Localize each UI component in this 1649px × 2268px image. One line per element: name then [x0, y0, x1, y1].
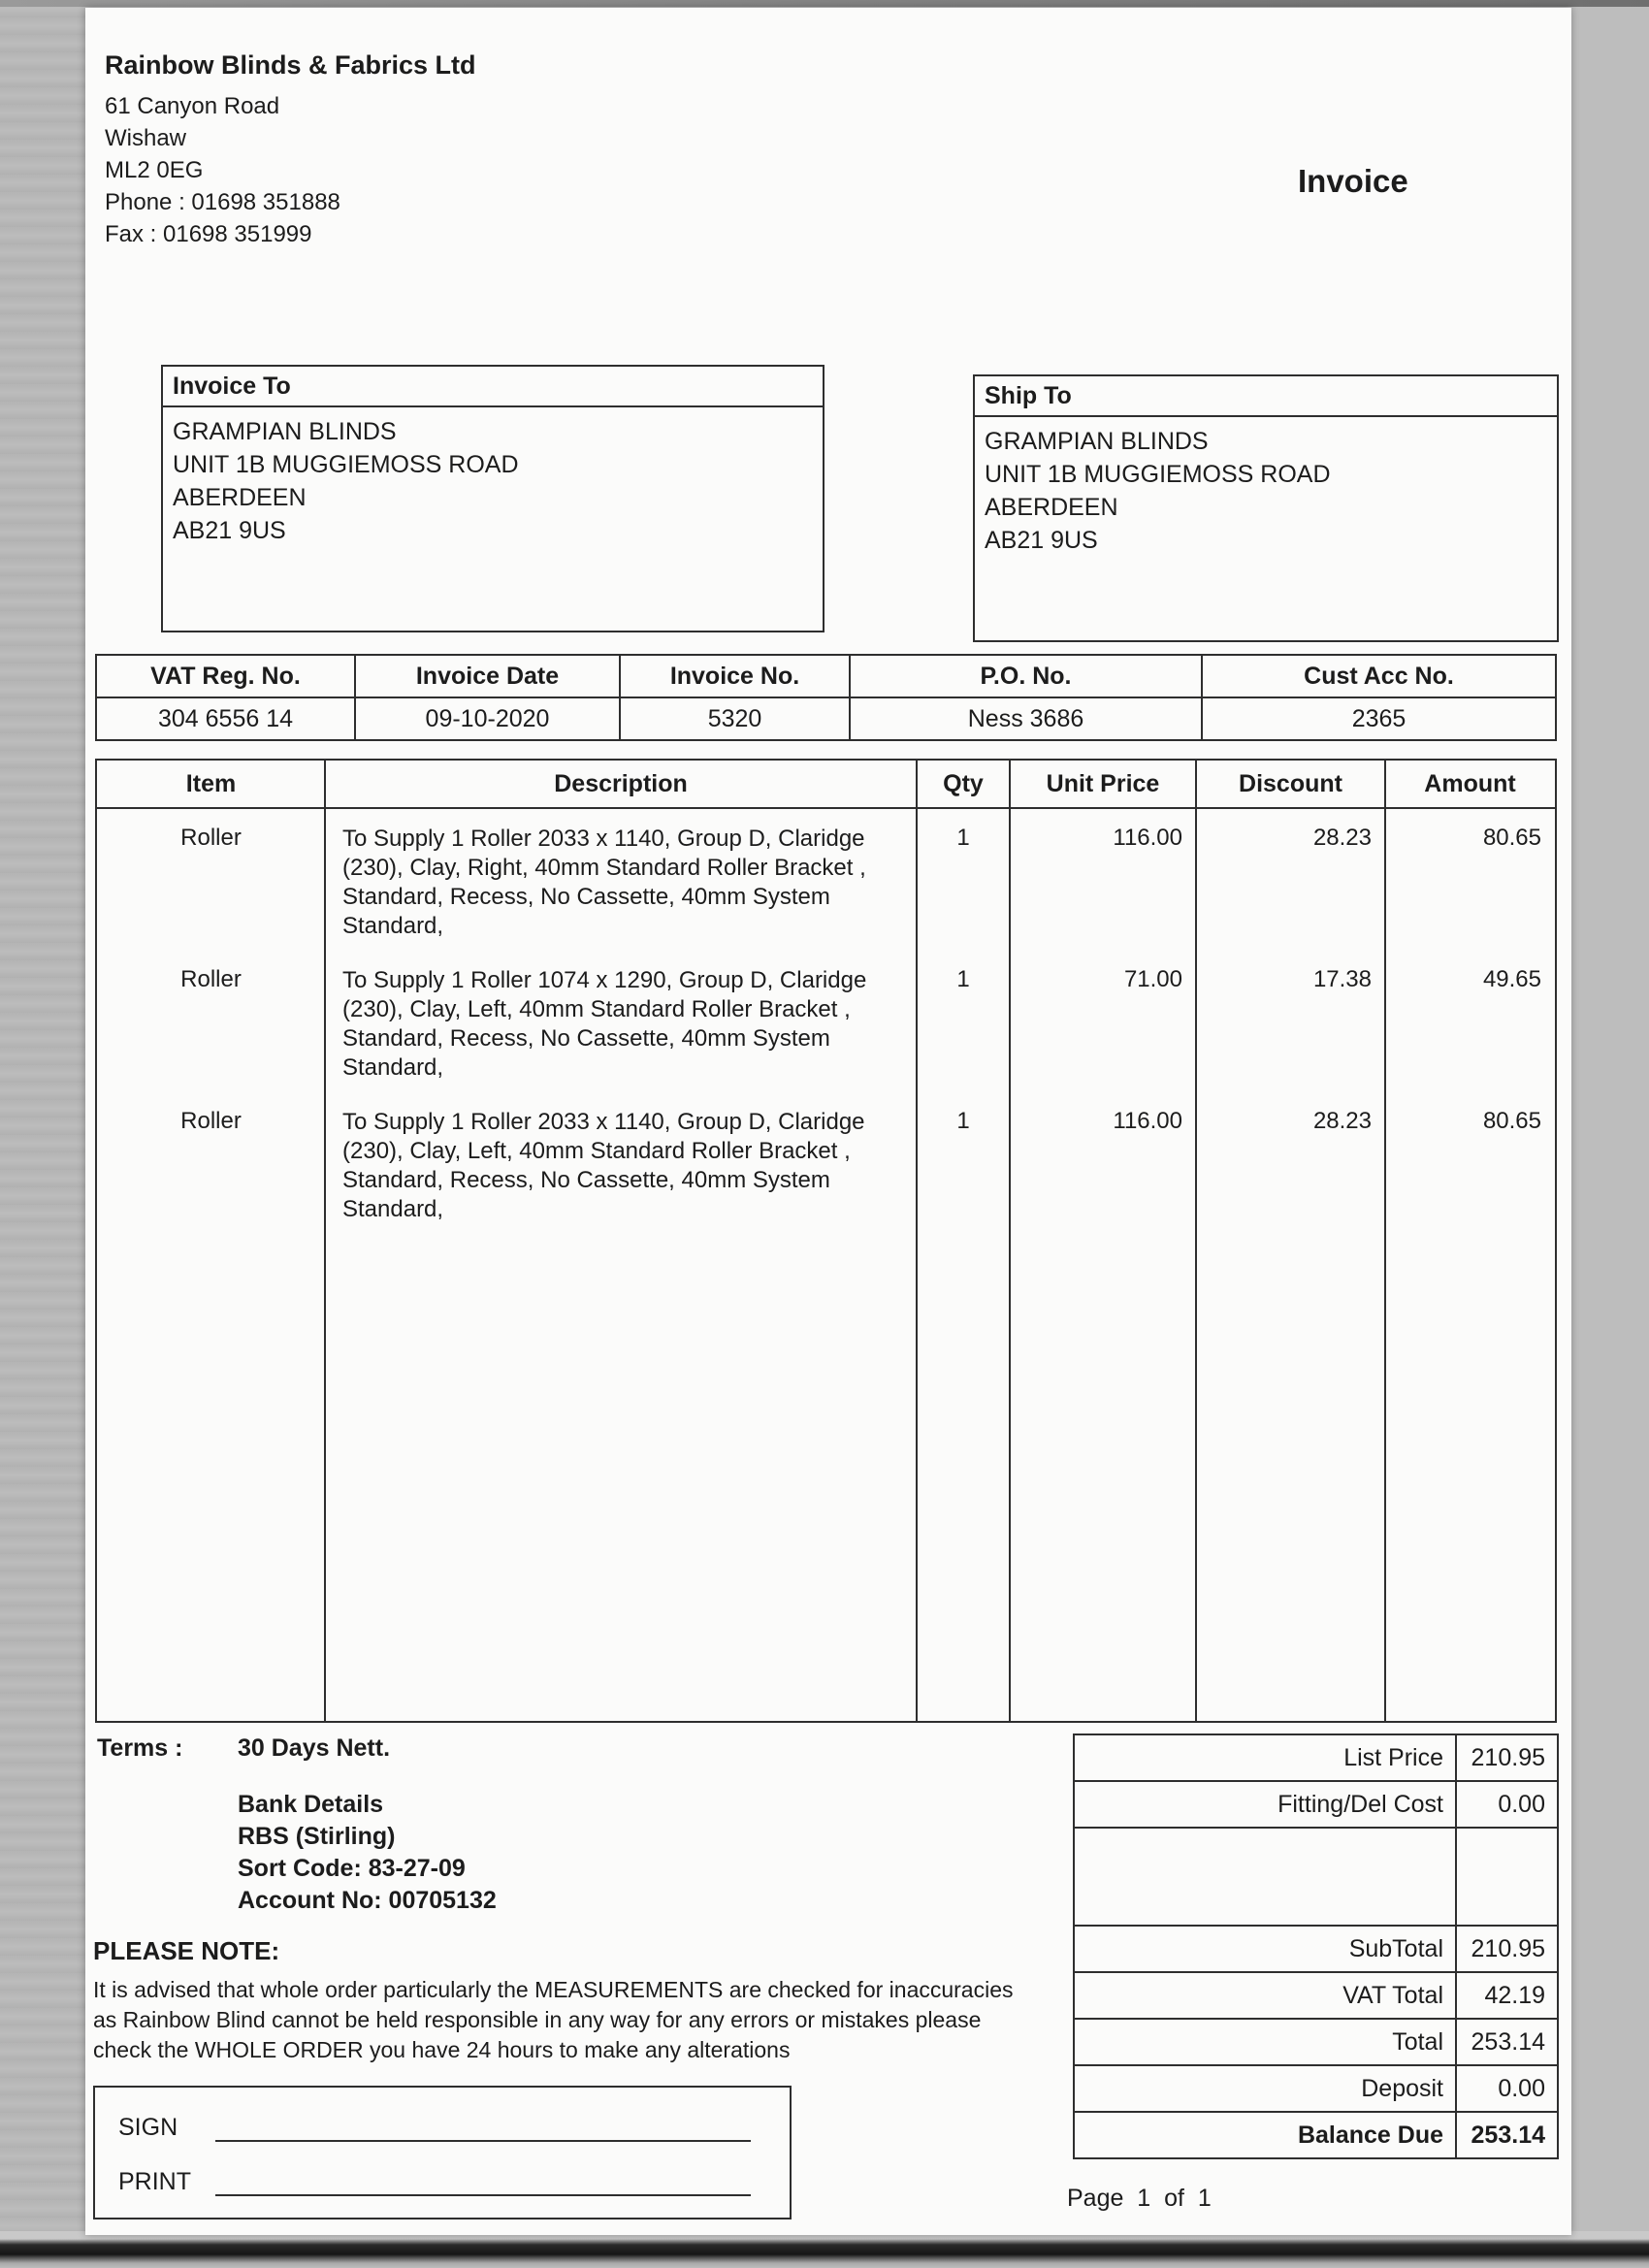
- item-unit-price: 116.00: [1113, 1108, 1182, 1134]
- totals-box: [1073, 1733, 1559, 2159]
- total-label: Total: [1075, 2020, 1457, 2064]
- sign-line: [215, 2107, 751, 2142]
- balance-due-label: Balance Due: [1075, 2113, 1457, 2157]
- balance-due-value: 253.14: [1471, 2122, 1545, 2149]
- table-row: [97, 951, 1555, 1083]
- item-discount: 17.38: [1312, 966, 1372, 992]
- print-label: PRINT: [118, 2168, 191, 2195]
- item-discount: 28.23: [1312, 1108, 1372, 1134]
- vat-total-value: 42.19: [1484, 1982, 1545, 2009]
- item-description: To Supply 1 Roller 1074 x 1290, Group D, Claridge (230), Clay, Left, 40mm Standard Roller Bracket , Standard, Recess, No Cassette, 40mm System Standard,: [342, 967, 867, 1081]
- item-unit-price: 116.00: [1113, 825, 1182, 851]
- invoice-to-line-1: GRAMPIAN BLINDS: [173, 418, 397, 445]
- company-address-line-3: ML2 0EG: [105, 157, 204, 183]
- please-note-title: PLEASE NOTE:: [93, 1936, 280, 1965]
- ship-to-line-4: AB21 9US: [985, 527, 1098, 554]
- items-header-row: [97, 761, 1555, 809]
- item-discount: 28.23: [1312, 825, 1372, 851]
- item-amount: 80.65: [1482, 1108, 1541, 1134]
- print-line: [215, 2161, 751, 2196]
- meta-header-cust-acc: Cust Acc No.: [1203, 656, 1555, 698]
- company-name: Rainbow Blinds & Fabrics Ltd: [105, 50, 476, 80]
- list-price-value: 210.95: [1471, 1744, 1545, 1771]
- item-amount: 49.65: [1482, 966, 1541, 992]
- total-row-subtotal: [1075, 1927, 1557, 1973]
- item-unit-price: 71.00: [1123, 966, 1182, 992]
- bank-name: RBS (Stirling): [238, 1823, 396, 1850]
- total-row-fitting: [1075, 1782, 1557, 1829]
- total-row-balance-due: [1075, 2113, 1557, 2157]
- signature-box: [93, 2086, 792, 2219]
- total-value: 253.14: [1471, 2028, 1545, 2056]
- table-row: [97, 1092, 1555, 1224]
- meta-value-cust-acc: 2365: [1351, 705, 1406, 732]
- scan-edge-bottom: [0, 2231, 1649, 2268]
- deposit-label: Deposit: [1075, 2066, 1457, 2111]
- subtotal-value: 210.95: [1471, 1935, 1545, 1962]
- invoice-meta-table: [95, 654, 1557, 741]
- item-name: Roller: [180, 1108, 242, 1134]
- items-header-description: Description: [554, 770, 688, 797]
- ship-to-box: [973, 374, 1559, 642]
- meta-header-row: [97, 656, 1555, 698]
- list-price-label: List Price: [1075, 1735, 1457, 1780]
- ship-to-line-2: UNIT 1B MUGGIEMOSS ROAD: [985, 461, 1331, 488]
- please-note-body: It is advised that whole order particularly the MEASUREMENTS are checked for inaccuracies as Rainbow Blind cannot be held responsible in any way for any errors or mistakes please check the WHOLE ORDER you have 24 hours to make any alterations: [93, 1977, 1014, 2062]
- column-divider: [1384, 761, 1386, 1721]
- items-header-amount: Amount: [1424, 770, 1516, 797]
- ship-to-label: Ship To: [975, 376, 1557, 417]
- invoice-to-line-2: UNIT 1B MUGGIEMOSS ROAD: [173, 451, 519, 478]
- bank-details-title: Bank Details: [238, 1791, 384, 1818]
- meta-header-invoice-date: Invoice Date: [356, 656, 621, 698]
- meta-value-row: [97, 698, 1555, 739]
- invoice-to-line-3: ABERDEEN: [173, 484, 307, 511]
- column-divider: [1009, 761, 1011, 1721]
- total-row-spacer: [1075, 1829, 1557, 1927]
- print-row: [118, 2154, 751, 2196]
- meta-value-invoice-no: 5320: [621, 698, 851, 739]
- item-description: To Supply 1 Roller 2033 x 1140, Group D, Claridge (230), Clay, Right, 40mm Standard Roller Bracket , Standard, Recess, No Cassette, 40mm System Standard,: [342, 826, 866, 939]
- meta-header-po-no: P.O. No.: [851, 656, 1203, 698]
- items-header-item: Item: [185, 770, 237, 797]
- meta-value-invoice-date: 09-10-2020: [356, 698, 621, 739]
- column-divider: [916, 761, 918, 1721]
- scan-edge-top: [0, 0, 1649, 7]
- line-items-table: [95, 759, 1557, 1723]
- total-row-list-price: [1075, 1735, 1557, 1782]
- items-header-unit-price: Unit Price: [1046, 770, 1160, 797]
- company-fax: Fax : 01698 351999: [105, 221, 312, 247]
- table-row: [97, 809, 1555, 941]
- subtotal-label: SubTotal: [1075, 1927, 1457, 1971]
- company-phone: Phone : 01698 351888: [105, 189, 340, 215]
- document-title: Invoice: [1298, 163, 1408, 199]
- terms-row: [97, 1734, 390, 1763]
- item-qty: 1: [956, 825, 970, 851]
- bank-sort-code: Sort Code: 83-27-09: [238, 1855, 466, 1882]
- deposit-value: 0.00: [1498, 2075, 1545, 2102]
- item-name: Roller: [180, 966, 242, 992]
- meta-header-invoice-no: Invoice No.: [621, 656, 851, 698]
- item-name: Roller: [180, 825, 242, 851]
- item-description: To Supply 1 Roller 2033 x 1140, Group D, Claridge (230), Clay, Left, 40mm Standard Roller Bracket , Standard, Recess, No Cassette, 40mm System Standard,: [342, 1109, 865, 1222]
- bank-details: [238, 1789, 497, 1917]
- meta-value-po-no: Ness 3686: [851, 698, 1203, 739]
- total-row-deposit: [1075, 2066, 1557, 2113]
- terms-label: Terms :: [97, 1734, 183, 1762]
- item-amount: 80.65: [1482, 825, 1541, 851]
- invoice-to-address: [163, 407, 823, 555]
- item-qty: 1: [956, 1108, 970, 1134]
- sign-label: SIGN: [118, 2114, 178, 2141]
- company-header: [105, 50, 476, 250]
- scan-edge-left: [0, 0, 85, 2268]
- meta-value-vat-reg: 304 6556 14: [97, 698, 356, 739]
- total-row-total: [1075, 2020, 1557, 2066]
- fitting-cost-label: Fitting/Del Cost: [1075, 1782, 1457, 1827]
- terms-value: 30 Days Nett.: [238, 1734, 391, 1762]
- column-divider: [324, 761, 326, 1721]
- company-address-line-1: 61 Canyon Road: [105, 93, 280, 119]
- invoice-to-line-4: AB21 9US: [173, 517, 286, 544]
- vat-total-label: VAT Total: [1075, 1973, 1457, 2018]
- invoice-to-label: Invoice To: [163, 367, 823, 407]
- sign-row: [118, 2099, 751, 2142]
- page-number: Page 1 of 1: [1067, 2185, 1212, 2212]
- invoice-to-box: [161, 365, 824, 632]
- item-qty: 1: [956, 966, 970, 992]
- ship-to-line-3: ABERDEEN: [985, 494, 1118, 521]
- column-divider: [1195, 761, 1197, 1721]
- items-header-discount: Discount: [1239, 770, 1342, 797]
- total-row-vat: [1075, 1973, 1557, 2020]
- items-header-qty: Qty: [943, 770, 984, 797]
- bank-account-no: Account No: 00705132: [238, 1887, 497, 1914]
- meta-header-vat-reg: VAT Reg. No.: [97, 656, 356, 698]
- ship-to-address: [975, 417, 1557, 565]
- ship-to-line-1: GRAMPIAN BLINDS: [985, 428, 1209, 455]
- invoice-page: [85, 8, 1571, 2235]
- fitting-cost-value: 0.00: [1498, 1791, 1545, 1818]
- company-address-line-2: Wishaw: [105, 125, 187, 151]
